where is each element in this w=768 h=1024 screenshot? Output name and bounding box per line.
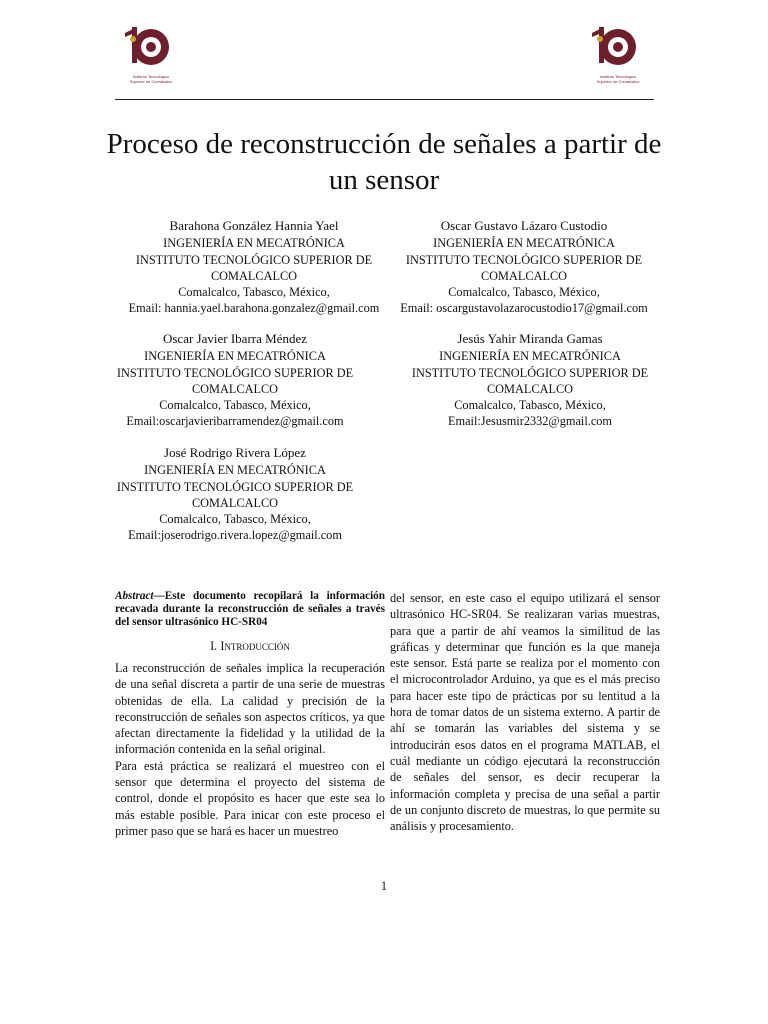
abstract-text: —Este documento recopilará la información recavada durante la reconstrucción de señales a través del sensor ultrasónico HC-SR04 xyxy=(115,590,385,629)
author-institution: INSTITUTO TECNOLÓGICO SUPERIOR DE COMALCALCO xyxy=(116,479,354,510)
abstract-label: Abstract xyxy=(115,590,154,602)
author-block xyxy=(374,218,674,317)
author-department: INGENIERÍA EN MECATRÓNICA xyxy=(439,349,621,364)
author-email: Email: hannia.yael.barahona.gonzalez@gmail.com xyxy=(128,301,380,316)
author-institution: INSTITUTO TECNOLÓGICO SUPERIOR DE COMALCALCO xyxy=(405,252,643,283)
header-rule xyxy=(115,99,654,100)
logo-caption-right: Instituto Tecnológico Superior de Comalcalco xyxy=(596,74,640,84)
author-location: Comalcalco, Tabasco, México, xyxy=(448,285,600,300)
author-department: INGENIERÍA EN MECATRÓNICA xyxy=(433,236,615,251)
author-location: Comalcalco, Tabasco, México, xyxy=(454,398,606,413)
author-location: Comalcalco, Tabasco, México, xyxy=(178,285,330,300)
author-email: Email: oscargustavolazarocustodio17@gmail.com xyxy=(400,301,648,316)
author-institution: INSTITUTO TECNOLÓGICO SUPERIOR DE COMALCALCO xyxy=(411,365,649,396)
author-department: INGENIERÍA EN MECATRÓNICA xyxy=(144,463,326,478)
author-name: José Rodrigo Rivera López xyxy=(164,445,306,460)
author-department: INGENIERÍA EN MECATRÓNICA xyxy=(163,236,345,251)
author-block xyxy=(85,445,385,544)
right-column xyxy=(390,590,660,834)
author-email: Email:Jesusmir2332@gmail.com xyxy=(448,414,612,429)
abstract xyxy=(115,590,385,630)
section-heading xyxy=(115,638,385,654)
paragraph: La reconstrucción de señales implica la recuperación de una señal discreta a partir de una serie de muestras obtenidas de ella. La calidad y precisión de la reconstrucción de señales son aspectos críticos, ya que afectan directamente la fidelidad y la utilidad de la información contenida en la señal original. xyxy=(115,660,385,757)
institution-logo-left xyxy=(115,21,185,93)
author-location: Comalcalco, Tabasco, México, xyxy=(159,512,311,527)
logo-caption-left: Instituto Tecnológico Superior de Comalcalco xyxy=(129,74,173,84)
author-institution: INSTITUTO TECNOLÓGICO SUPERIOR DE COMALCALCO xyxy=(135,252,373,283)
author-block xyxy=(85,331,385,430)
page-number: 1 xyxy=(380,879,388,893)
itsc-emblem-icon xyxy=(115,21,185,77)
author-location: Comalcalco, Tabasco, México, xyxy=(159,398,311,413)
institution-logo-right xyxy=(582,21,652,93)
author-block xyxy=(380,331,680,430)
paragraph: del sensor, en este caso el equipo utilizará el sensor ultrasónico HC-SR04. Se realizaran varias muestras, para que a partir de ahí veamos la similitud de las gráficas y determinar que función es la que maneja este sensor. Está parte se realiza por el momento con el microcontrolador Arduino, ya que es el más preciso para hacer este tipo de prácticas por su lentitud a la hora de tomar datos de un sistema externo. A partir de ahí se tomarán las variables del sistema y se introducirán esos datos en el programa MATLAB, el cuál mediante un código ejecutará la reconstrucción de señales del sensor, es decir recuperar la información completa y precisa de una señal a partir de un conjunto discreto de muestras, lo que permite su análisis y procesamiento. xyxy=(390,591,660,834)
author-department: INGENIERÍA EN MECATRÓNICA xyxy=(144,349,326,364)
itsc-emblem-icon xyxy=(582,21,652,77)
author-email: Email:oscarjavieribarramendez@gmail.com xyxy=(126,414,344,429)
section-title: Introducción xyxy=(220,638,290,653)
author-email: Email:joserodrigo.rivera.lopez@gmail.com xyxy=(128,528,342,543)
author-name: Oscar Gustavo Lázaro Custodio xyxy=(440,218,608,233)
left-column xyxy=(115,590,385,839)
author-name: Barahona González Hannia Yael xyxy=(169,218,339,233)
author-institution: INSTITUTO TECNOLÓGICO SUPERIOR DE COMALCALCO xyxy=(116,365,354,396)
author-name: Oscar Javier Ibarra Méndez xyxy=(162,331,307,346)
author-block xyxy=(104,218,404,317)
author-name: Jesús Yahir Miranda Gamas xyxy=(457,331,603,346)
paper-title: Proceso de reconstrucción de señales a partir de un sensor xyxy=(106,128,662,196)
paragraph: Para está práctica se realizará el muestreo con el sensor que determina el proyecto del sistema de control, donde el propósito es hacer que este sea lo más estable posible. Para inicar con este proceso el primer paso que se hará es hacer un muestreo xyxy=(115,758,385,838)
section-number: I. xyxy=(210,638,218,653)
